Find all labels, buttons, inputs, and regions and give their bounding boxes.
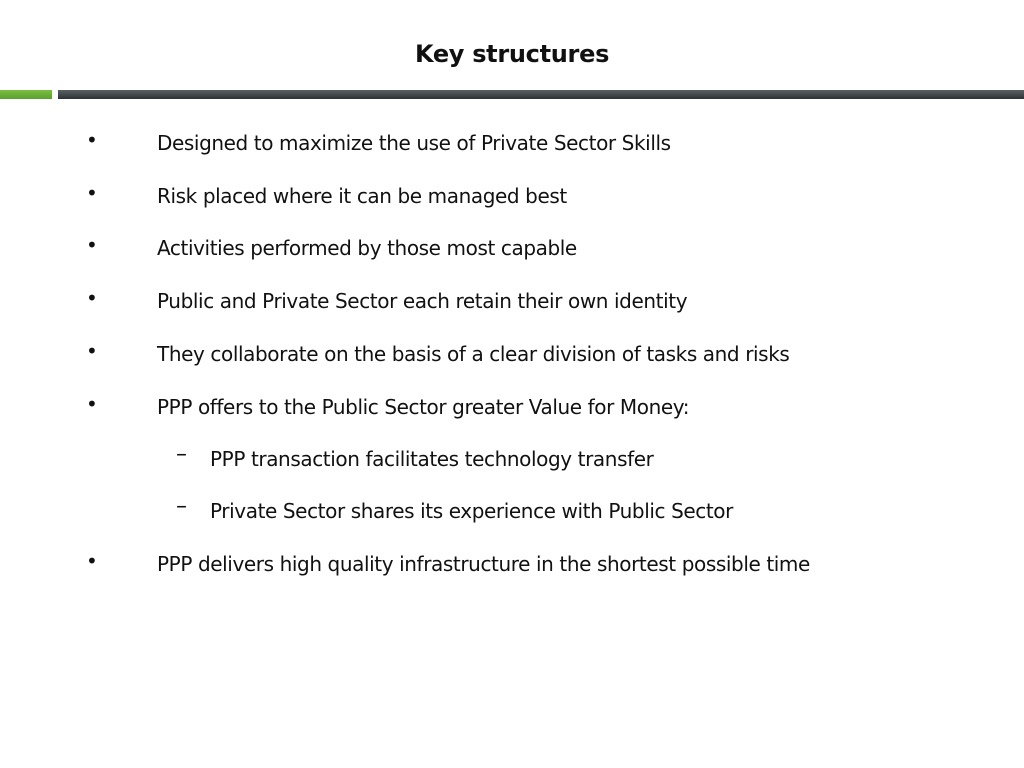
bullet-text: PPP delivers high quality infrastructure in the shortest possible time (157, 552, 810, 576)
bullet-marker: • (86, 128, 98, 152)
bullet-text: They collaborate on the basis of a clear division of tasks and risks (157, 342, 790, 366)
bullet-text: Designed to maximize the use of Private Sector Skills (157, 131, 671, 155)
dash-marker: – (176, 442, 187, 467)
bullet-marker: • (86, 233, 98, 257)
bullet-text: Public and Private Sector each retain their own identity (157, 289, 688, 313)
list-item (0, 128, 1024, 160)
bullet-marker: • (86, 549, 98, 573)
bullet-marker: • (86, 286, 98, 310)
slide-title: Key structures (414, 40, 610, 68)
sub-list-item (0, 442, 1024, 476)
bullet-text: Risk placed where it can be managed best (157, 184, 567, 208)
bullet-marker: • (86, 392, 98, 416)
sub-bullet-text: Private Sector shares its experience with Public Sector (210, 499, 733, 523)
list-item (0, 339, 1024, 371)
list-item (0, 392, 1024, 424)
bullet-marker: • (86, 181, 98, 205)
bullet-text: Activities performed by those most capable (157, 236, 577, 260)
sub-bullet-text: PPP transaction facilitates technology transfer (210, 447, 654, 471)
list-item (0, 286, 1024, 318)
list-item (0, 181, 1024, 213)
list-item (0, 233, 1024, 265)
dash-marker: – (176, 494, 187, 519)
list-item (0, 549, 1024, 581)
bullet-text: PPP offers to the Public Sector greater Value for Money: (157, 395, 690, 419)
sub-list-item (0, 494, 1024, 528)
bullet-marker: • (86, 339, 98, 363)
